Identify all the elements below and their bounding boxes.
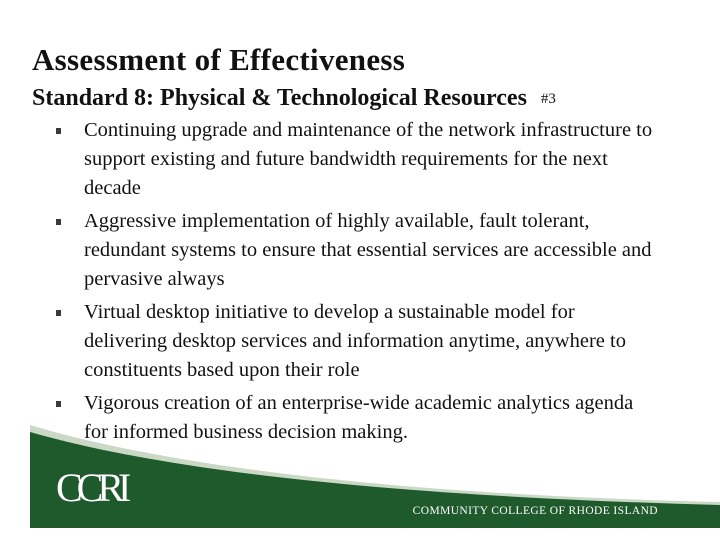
bullet-text: Continuing upgrade and maintenance of the network infrastructure to support existing and future bandwidth requirements for the next decade xyxy=(84,119,653,199)
college-logo xyxy=(56,465,126,510)
bullet-text: Aggressive implementation of highly available, fault tolerant, redundant systems to ensure that essential services are accessible and pervasive always xyxy=(84,210,652,290)
bullet-text: Virtual desktop initiative to develop a sustainable model for delivering desktop services and information anytime, anywhere to constituents based upon their role xyxy=(84,301,626,381)
bullet-text: Vigorous creation of an enterprise-wide academic analytics agenda for informed business decision making. xyxy=(84,392,634,443)
subtitle-text: Standard 8: Physical & Technological Resources xyxy=(32,85,527,111)
logo-text: CCRI xyxy=(56,465,126,510)
slide-number: #3 xyxy=(540,91,556,107)
slide-title: Assessment of Effectiveness xyxy=(32,42,406,77)
institution-name: COMMUNITY COLLEGE OF RHODE ISLAND xyxy=(412,505,658,517)
